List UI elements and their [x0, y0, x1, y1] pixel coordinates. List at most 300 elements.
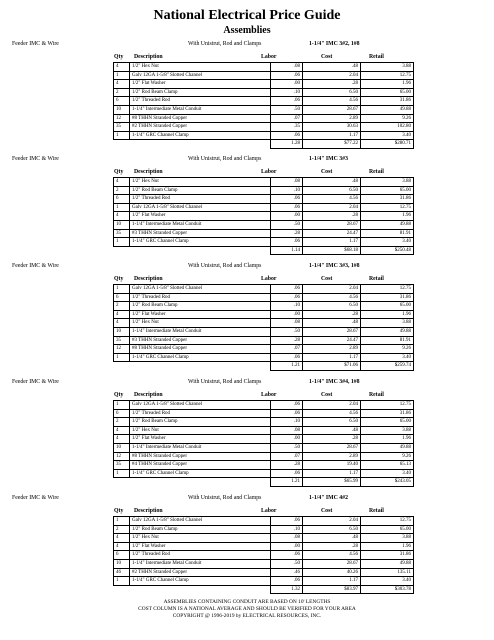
assembly-table	[113, 400, 414, 487]
table-row	[114, 336, 414, 345]
labor-cell: .06	[271, 577, 303, 586]
empty-cell	[130, 362, 271, 371]
cost-cell: 2.04	[303, 401, 361, 410]
retail-cell: 1.96	[361, 80, 414, 89]
cost-header: Cost	[321, 276, 333, 282]
table-row	[114, 577, 414, 586]
cost-cell: 6.50	[303, 418, 361, 427]
retail-cell: 31.86	[361, 293, 414, 302]
page-title: National Electrical Price Guide	[153, 8, 341, 23]
retail-cell: 3.88	[361, 426, 414, 435]
table-row	[114, 186, 414, 195]
section-code: 1-1/4" IMC 3#4, 1#8	[309, 379, 360, 385]
empty-cell	[114, 140, 130, 149]
cost-cell: 4.56	[303, 551, 361, 560]
table-row	[114, 559, 414, 568]
section-code: 1-1/4" IMC 4#2	[309, 495, 348, 501]
total-labor: 1.28	[271, 140, 303, 149]
labor-cell: .50	[271, 105, 303, 114]
cost-cell: 1.17	[303, 131, 361, 140]
total-cost: $77.22	[303, 140, 361, 149]
description-cell: #2 THHN Stranded Copper	[130, 123, 271, 132]
section-code: 1-1/4" IMC 3#3	[309, 156, 348, 162]
table-row	[114, 178, 414, 187]
assembly-table	[113, 516, 414, 594]
description-cell: Galv 12GA 1-5/8" Slotted Channel	[130, 401, 271, 410]
description-cell: 1/2" Rod Beam Clamp	[130, 418, 271, 427]
table-row	[114, 238, 414, 247]
labor-cell: .06	[271, 517, 303, 526]
table-row	[114, 401, 414, 410]
labor-cell: .06	[271, 469, 303, 478]
empty-cell	[114, 362, 130, 371]
labor-cell: .06	[271, 285, 303, 294]
cost-cell: 2.89	[303, 452, 361, 461]
description-header: Description	[134, 508, 163, 514]
retail-header: Retail	[369, 54, 384, 60]
cost-cell: 6.50	[303, 186, 361, 195]
labor-header: Labor	[261, 54, 277, 60]
table-row	[114, 517, 414, 526]
cost-cell: 1.17	[303, 469, 361, 478]
totals-row	[114, 362, 414, 371]
retail-cell: 3.40	[361, 131, 414, 140]
retail-cell: 65.00	[361, 186, 414, 195]
total-labor: 1.21	[271, 478, 303, 487]
assembly-table	[113, 284, 414, 371]
qty-cell: 1	[114, 469, 130, 478]
column-headers	[0, 167, 494, 177]
cost-cell: 1.17	[303, 577, 361, 586]
retail-cell: 31.86	[361, 97, 414, 106]
assembly-table	[113, 62, 414, 149]
retail-cell: 65.00	[361, 525, 414, 534]
description-cell: 1/2" Threaded Rod	[130, 195, 271, 204]
assembly-section	[0, 377, 494, 485]
description-cell: 1-1/4" GRC Channel Clamp	[130, 469, 271, 478]
labor-cell: .10	[271, 302, 303, 311]
retail-cell: 1.96	[361, 435, 414, 444]
qty-header: Qty	[114, 508, 124, 514]
retail-cell: 3.40	[361, 577, 414, 586]
table-row	[114, 469, 414, 478]
retail-cell: 12.75	[361, 517, 414, 526]
table-row	[114, 409, 414, 418]
assembly-section	[0, 39, 494, 147]
table-row	[114, 345, 414, 354]
table-row	[114, 542, 414, 551]
table-row	[114, 88, 414, 97]
qty-cell: 1	[114, 517, 130, 526]
cost-cell: 30.63	[303, 123, 361, 132]
labor-cell: .06	[271, 401, 303, 410]
description-cell: 1-1/4" Intermediate Metal Conduit	[130, 327, 271, 336]
qty-header: Qty	[114, 54, 124, 60]
description-cell: 1-1/4" GRC Channel Clamp	[130, 577, 271, 586]
cost-header: Cost	[321, 169, 333, 175]
qty-cell: 1	[114, 577, 130, 586]
qty-cell: 12	[114, 114, 130, 123]
empty-cell	[114, 478, 130, 487]
cost-cell: 24.47	[303, 229, 361, 238]
section-category: Feeder IMC & Wire	[12, 379, 59, 385]
qty-cell: 35	[114, 123, 130, 132]
cost-header: Cost	[321, 508, 333, 514]
retail-cell: 65.00	[361, 88, 414, 97]
labor-cell: .00	[271, 542, 303, 551]
section-detail: With Unistrut, Rod and Clamps	[188, 263, 262, 269]
retail-cell: 12.75	[361, 401, 414, 410]
description-cell: Galv 12GA 1-5/8" Slotted Channel	[130, 517, 271, 526]
section-category: Feeder IMC & Wire	[12, 41, 59, 47]
retail-cell: 49.88	[361, 443, 414, 452]
description-cell: 1/2" Hex Nut	[130, 63, 271, 72]
total-retail: $280.71	[361, 140, 414, 149]
cost-cell: .48	[303, 178, 361, 187]
table-row	[114, 97, 414, 106]
qty-cell: 10	[114, 443, 130, 452]
qty-cell: 1	[114, 285, 130, 294]
cost-cell: 2.89	[303, 345, 361, 354]
retail-cell: 65.13	[361, 461, 414, 470]
retail-header: Retail	[369, 392, 384, 398]
retail-cell: 49.88	[361, 220, 414, 229]
cost-cell: 6.50	[303, 302, 361, 311]
retail-cell: 9.26	[361, 452, 414, 461]
description-cell: 1-1/4" GRC Channel Clamp	[130, 238, 271, 247]
description-cell: 1/2" Hex Nut	[130, 178, 271, 187]
cost-cell: .28	[303, 435, 361, 444]
retail-cell: 31.86	[361, 195, 414, 204]
cost-cell: 6.50	[303, 88, 361, 97]
retail-cell: 3.88	[361, 319, 414, 328]
qty-cell: 35	[114, 461, 130, 470]
table-row	[114, 302, 414, 311]
description-cell: #4 THHN Stranded Copper	[130, 461, 271, 470]
cost-cell: 4.56	[303, 409, 361, 418]
cost-cell: 28.67	[303, 220, 361, 229]
labor-cell: .10	[271, 418, 303, 427]
labor-cell: .06	[271, 203, 303, 212]
labor-cell: .10	[271, 525, 303, 534]
qty-cell: 12	[114, 452, 130, 461]
empty-cell	[130, 585, 271, 594]
section-detail: With Unistrut, Rod and Clamps	[188, 156, 262, 162]
retail-cell: 9.26	[361, 345, 414, 354]
qty-cell: 6	[114, 195, 130, 204]
labor-cell: .07	[271, 345, 303, 354]
cost-cell: 2.04	[303, 71, 361, 80]
labor-cell: .06	[271, 238, 303, 247]
empty-cell	[114, 246, 130, 255]
description-cell: 1/2" Flat Washer	[130, 310, 271, 319]
description-cell: 1-1/4" GRC Channel Clamp	[130, 353, 271, 362]
table-row	[114, 80, 414, 89]
table-row	[114, 426, 414, 435]
section-header	[0, 154, 494, 164]
labor-cell: .08	[271, 319, 303, 328]
description-cell: 1/2" Rod Beam Clamp	[130, 186, 271, 195]
section-header	[0, 493, 494, 503]
labor-cell: .50	[271, 327, 303, 336]
labor-cell: .08	[271, 178, 303, 187]
description-header: Description	[134, 169, 163, 175]
labor-header: Labor	[261, 169, 277, 175]
description-cell: #2 THHN Stranded Copper	[130, 568, 271, 577]
assembly-section	[0, 154, 494, 253]
retail-cell: 81.91	[361, 229, 414, 238]
column-headers	[0, 390, 494, 400]
qty-cell: 2	[114, 302, 130, 311]
cost-cell: 28.67	[303, 105, 361, 114]
qty-cell: 4	[114, 310, 130, 319]
table-row	[114, 123, 414, 132]
cost-cell: 2.04	[303, 203, 361, 212]
table-row	[114, 229, 414, 238]
retail-cell: 31.86	[361, 409, 414, 418]
cost-cell: 1.17	[303, 353, 361, 362]
table-row	[114, 568, 414, 577]
labor-cell: .50	[271, 443, 303, 452]
description-cell: #8 THHN Stranded Copper	[130, 345, 271, 354]
qty-header: Qty	[114, 392, 124, 398]
labor-cell: .06	[271, 551, 303, 560]
section-detail: With Unistrut, Rod and Clamps	[188, 379, 262, 385]
total-retail: $250.48	[361, 246, 414, 255]
qty-cell: 10	[114, 327, 130, 336]
totals-row	[114, 478, 414, 487]
column-headers	[0, 274, 494, 284]
qty-cell: 1	[114, 353, 130, 362]
labor-cell: .00	[271, 435, 303, 444]
section-category: Feeder IMC & Wire	[12, 495, 59, 501]
table-row	[114, 327, 414, 336]
retail-cell: 65.00	[361, 418, 414, 427]
labor-cell: .06	[271, 131, 303, 140]
table-row	[114, 551, 414, 560]
labor-cell: .00	[271, 310, 303, 319]
table-row	[114, 114, 414, 123]
cost-cell: .28	[303, 542, 361, 551]
table-row	[114, 203, 414, 212]
retail-cell: 49.88	[361, 559, 414, 568]
cost-cell: 1.17	[303, 238, 361, 247]
cost-cell: 4.56	[303, 293, 361, 302]
qty-header: Qty	[114, 276, 124, 282]
retail-cell: 3.88	[361, 63, 414, 72]
retail-cell: 1.96	[361, 310, 414, 319]
qty-cell: 4	[114, 435, 130, 444]
qty-cell: 2	[114, 88, 130, 97]
table-row	[114, 443, 414, 452]
retail-cell: 3.40	[361, 353, 414, 362]
total-retail: $303.78	[361, 585, 414, 594]
cost-cell: 28.67	[303, 559, 361, 568]
description-cell: 1/2" Hex Nut	[130, 426, 271, 435]
cost-cell: 6.50	[303, 525, 361, 534]
section-code: 1-1/4" IMC 3#3, 1#8	[309, 263, 360, 269]
totals-row	[114, 140, 414, 149]
empty-cell	[130, 246, 271, 255]
table-row	[114, 418, 414, 427]
cost-cell: .28	[303, 310, 361, 319]
table-row	[114, 319, 414, 328]
description-cell: 1/2" Flat Washer	[130, 80, 271, 89]
section-detail: With Unistrut, Rod and Clamps	[188, 41, 262, 47]
retail-header: Retail	[369, 276, 384, 282]
footer-line-conduit: ASSEMBLIES CONTAINING CONDUIT ARE BASED ON 10' LENGTHS	[163, 599, 331, 605]
total-retail: $259.74	[361, 362, 414, 371]
table-row	[114, 293, 414, 302]
qty-cell: 2	[114, 525, 130, 534]
cost-cell: 28.67	[303, 443, 361, 452]
qty-cell: 4	[114, 426, 130, 435]
qty-cell: 6	[114, 97, 130, 106]
qty-cell: 4	[114, 319, 130, 328]
description-cell: #8 THHN Stranded Copper	[130, 452, 271, 461]
labor-cell: .35	[271, 123, 303, 132]
labor-cell: .08	[271, 63, 303, 72]
retail-cell: 1.96	[361, 542, 414, 551]
qty-cell: 10	[114, 559, 130, 568]
total-cost: $68.18	[303, 246, 361, 255]
column-headers	[0, 52, 494, 62]
cost-cell: 19.40	[303, 461, 361, 470]
labor-cell: .06	[271, 293, 303, 302]
cost-cell: 2.04	[303, 517, 361, 526]
table-row	[114, 461, 414, 470]
section-header	[0, 261, 494, 271]
retail-cell: 12.75	[361, 285, 414, 294]
table-row	[114, 534, 414, 543]
column-headers	[0, 506, 494, 516]
description-cell: 1-1/4" Intermediate Metal Conduit	[130, 105, 271, 114]
description-cell: #3 THHN Stranded Copper	[130, 336, 271, 345]
retail-cell: 135.11	[361, 568, 414, 577]
labor-cell: .08	[271, 534, 303, 543]
labor-header: Labor	[261, 508, 277, 514]
table-row	[114, 310, 414, 319]
table-row	[114, 525, 414, 534]
totals-row	[114, 246, 414, 255]
cost-cell: 40.26	[303, 568, 361, 577]
retail-cell: 3.88	[361, 178, 414, 187]
qty-cell: 1	[114, 238, 130, 247]
cost-cell: 2.89	[303, 114, 361, 123]
total-retail: $243.05	[361, 478, 414, 487]
labor-cell: .08	[271, 426, 303, 435]
labor-cell: .06	[271, 353, 303, 362]
qty-cell: 46	[114, 568, 130, 577]
labor-header: Labor	[261, 392, 277, 398]
assembly-table	[113, 177, 414, 255]
section-category: Feeder IMC & Wire	[12, 156, 59, 162]
retail-header: Retail	[369, 169, 384, 175]
table-row	[114, 435, 414, 444]
description-cell: 1/2" Rod Beam Clamp	[130, 525, 271, 534]
description-cell: 1/2" Rod Beam Clamp	[130, 88, 271, 97]
labor-cell: .06	[271, 195, 303, 204]
cost-header: Cost	[321, 392, 333, 398]
labor-cell: .06	[271, 97, 303, 106]
cost-cell: 2.04	[303, 285, 361, 294]
retail-cell: 9.26	[361, 114, 414, 123]
retail-cell: 65.00	[361, 302, 414, 311]
qty-cell: 1	[114, 401, 130, 410]
cost-cell: 4.56	[303, 195, 361, 204]
cost-cell: .48	[303, 63, 361, 72]
labor-cell: .28	[271, 461, 303, 470]
description-cell: #8 THHN Stranded Copper	[130, 114, 271, 123]
qty-cell: 2	[114, 186, 130, 195]
retail-header: Retail	[369, 508, 384, 514]
description-cell: 1/2" Hex Nut	[130, 319, 271, 328]
cost-cell: 24.47	[303, 336, 361, 345]
cost-cell: .48	[303, 426, 361, 435]
description-cell: 1/2" Flat Washer	[130, 542, 271, 551]
description-cell: 1/2" Threaded Rod	[130, 551, 271, 560]
qty-header: Qty	[114, 169, 124, 175]
labor-header: Labor	[261, 276, 277, 282]
qty-cell: 10	[114, 220, 130, 229]
labor-cell: .50	[271, 220, 303, 229]
cost-cell: .28	[303, 80, 361, 89]
retail-cell: 12.75	[361, 71, 414, 80]
retail-cell: 102.80	[361, 123, 414, 132]
qty-cell: 6	[114, 551, 130, 560]
empty-cell	[130, 140, 271, 149]
cost-cell: .28	[303, 212, 361, 221]
labor-cell: .10	[271, 186, 303, 195]
labor-cell: .06	[271, 409, 303, 418]
retail-cell: 3.88	[361, 534, 414, 543]
table-row	[114, 452, 414, 461]
description-cell: #3 THHN Stranded Copper	[130, 229, 271, 238]
retail-cell: 49.88	[361, 105, 414, 114]
total-labor: 1.32	[271, 585, 303, 594]
retail-cell: 3.40	[361, 238, 414, 247]
qty-cell: 4	[114, 542, 130, 551]
qty-cell: 4	[114, 63, 130, 72]
description-cell: 1-1/4" Intermediate Metal Conduit	[130, 559, 271, 568]
footer-notes	[0, 599, 494, 620]
cost-cell: 28.67	[303, 327, 361, 336]
total-labor: 1.21	[271, 362, 303, 371]
retail-cell: 31.86	[361, 551, 414, 560]
description-cell: 1-1/4" GRC Channel Clamp	[130, 131, 271, 140]
qty-cell: 35	[114, 229, 130, 238]
total-cost: $71.06	[303, 362, 361, 371]
labor-cell: .28	[271, 336, 303, 345]
table-row	[114, 105, 414, 114]
labor-cell: .06	[271, 71, 303, 80]
empty-cell	[130, 478, 271, 487]
assembly-section	[0, 493, 494, 592]
table-row	[114, 131, 414, 140]
qty-cell: 1	[114, 71, 130, 80]
description-cell: 1/2" Hex Nut	[130, 534, 271, 543]
empty-cell	[114, 585, 130, 594]
section-header	[0, 377, 494, 387]
qty-cell: 6	[114, 293, 130, 302]
labor-cell: .50	[271, 559, 303, 568]
description-cell: 1/2" Flat Washer	[130, 212, 271, 221]
retail-cell: 1.96	[361, 212, 414, 221]
qty-cell: 1	[114, 131, 130, 140]
description-cell: 1/2" Threaded Rod	[130, 409, 271, 418]
description-cell: Galv 12GA 1-5/8" Slotted Channel	[130, 285, 271, 294]
table-row	[114, 195, 414, 204]
